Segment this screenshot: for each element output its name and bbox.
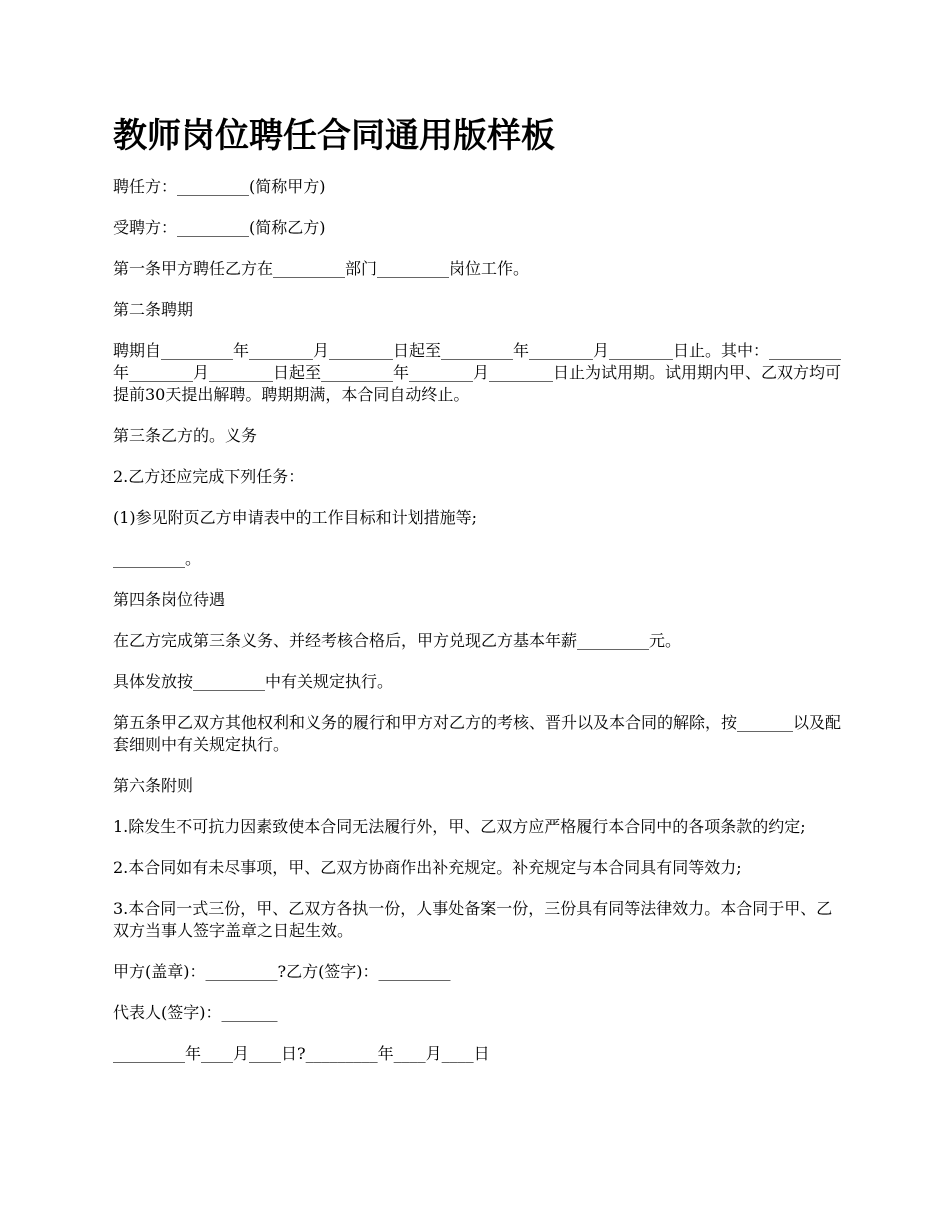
- paragraph-term: 聘期自_________年________月________日起至_________年________月________日止。其中：_________年________月________日起至_________年________月________日止为试用期。试用期内甲、乙双方均可提前30天提出解聘。聘期期满，本合同自动终止。: [113, 341, 842, 404]
- paragraph-salary: 在乙方完成第三条义务、并经考核合格后，甲方兑现乙方基本年薪_________元。: [113, 631, 682, 650]
- signature-line-parties: 甲方(盖章)：_________?乙方(签字)：_________: [113, 962, 451, 981]
- signature-line-dates: _________年____月____日?_________年____月____日: [113, 1044, 490, 1063]
- document-content: [113, 108, 843, 1084]
- paragraph-employer: 聘任方：_________(简称甲方): [113, 177, 326, 196]
- paragraph-task-1: (1)参见附页乙方申请表中的工作目标和计划措施等;: [113, 508, 478, 527]
- heading-article-2: 第二条聘期: [113, 300, 194, 319]
- signature-line-representative: 代表人(签字)：_______: [113, 1003, 278, 1022]
- heading-article-3: 第三条乙方的。义务: [113, 426, 258, 445]
- paragraph-clause-3: 3.本合同一式三份，甲、乙双方各执一份，人事处备案一份，三份具有同等法律效力。本合同于甲、乙双方当事人签字盖章之日起生效。: [113, 899, 833, 940]
- paragraph-clause-1: 1.除发生不可抗力因素致使本合同无法履行外，甲、乙双方应严格履行本合同中的各项条款的约定;: [113, 817, 806, 836]
- paragraph-tasks: 2.乙方还应完成下列任务：: [113, 467, 305, 486]
- paragraph-article-1: 第一条甲方聘任乙方在_________部门_________岗位工作。: [113, 259, 530, 278]
- heading-article-4: 第四条岗位待遇: [113, 590, 226, 609]
- paragraph-clause-2: 2.本合同如有未尽事项，甲、乙双方协商作出补充规定。补充规定与本合同具有同等效力;: [113, 858, 742, 877]
- heading-article-6: 第六条附则: [113, 776, 194, 795]
- document-title: 教师岗位聘任合同通用版样板: [113, 116, 555, 156]
- paragraph-payment: 具体发放按_________中有关规定执行。: [113, 672, 394, 691]
- paragraph-article-5: 第五条甲乙双方其他权利和义务的履行和甲方对乙方的考核、晋升以及本合同的解除，按_______以及配套细则中有关规定执行。: [113, 713, 842, 754]
- paragraph-blank-line: _________。: [113, 549, 202, 568]
- paragraph-employee: 受聘方：_________(简称乙方): [113, 218, 326, 237]
